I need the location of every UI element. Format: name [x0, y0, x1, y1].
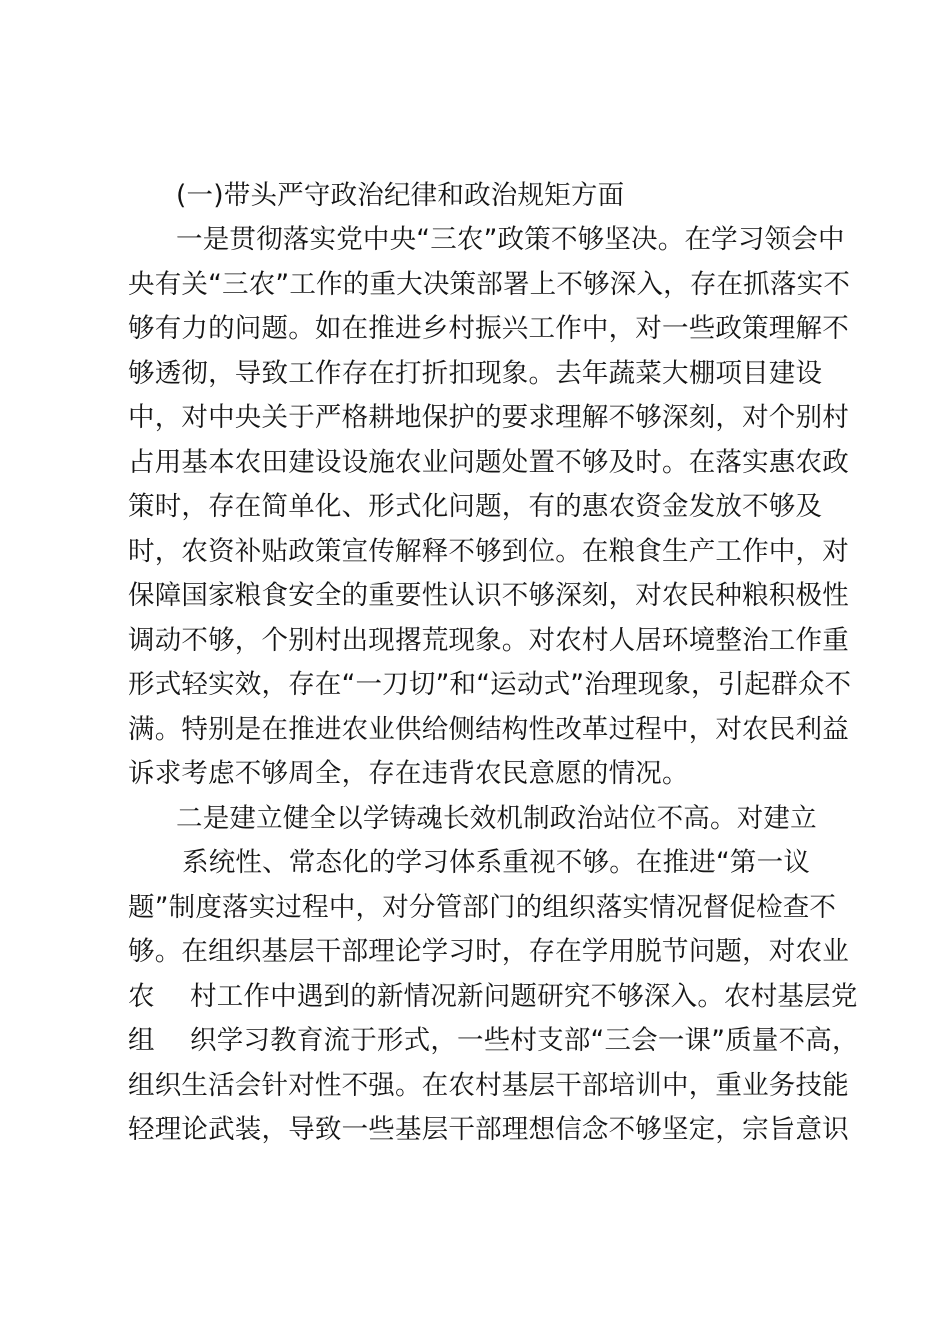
- text-line-4: 够透彻，导致工作存在打折扣现象。去年蔬菜大棚项目建设: [128, 358, 823, 389]
- text-line-10: 调动不够，个别村出现撂荒现象。对农村人居环境整治工作重: [128, 625, 849, 656]
- text-line-15: 系统性、常态化的学习体系重视不够。在推进“第一议: [182, 847, 811, 878]
- text-line-3: 够有力的问题。如在推进乡村振兴工作中，对一些政策理解不: [128, 313, 849, 344]
- text-line-7: 策时，存在简单化、形式化问题，有的惠农资金发放不够及: [128, 491, 823, 522]
- text-line-20: 组织生活会针对性不强。在农村基层干部培训中，重业务技能: [128, 1070, 849, 1101]
- text-line-18: 农 村工作中遇到的新情况新问题研究不够深入。农村基层党: [128, 981, 858, 1012]
- text-line-13: 诉求考虑不够周全，存在违背农民意愿的情况。: [128, 758, 689, 789]
- text-line-19: 组 织学习教育流于形式，一些村支部“三会一课”质量不高，: [128, 1025, 859, 1056]
- text-line-2: 央有关“三农”工作的重大决策部署上不够深入，存在抓落实不: [128, 269, 851, 300]
- text-line-11: 形式轻实效，存在“一刀切”和“运动式”治理现象，引起群众不: [128, 669, 852, 700]
- text-line-14: 二是建立健全以学铸魂长效机制政治站位不高。对建立: [176, 803, 817, 834]
- text-line-1: 一是贯彻落实党中央“三农”政策不够坚决。在学习领会中: [176, 224, 845, 255]
- text-line-12: 满。特别是在推进农业供给侧结构性改革过程中，对农民利益: [128, 714, 849, 745]
- text-line-16: 题”制度落实过程中，对分管部门的组织落实情况督促检查不: [128, 892, 837, 923]
- text-line-6: 占用基本农田建设设施农业问题处置不够及时。在落实惠农政: [128, 447, 849, 478]
- text-line-5: 中，对中央关于严格耕地保护的要求理解不够深刻，对个别村: [128, 402, 849, 433]
- text-line-8: 时，农资补贴政策宣传解释不够到位。在粮食生产工作中，对: [128, 536, 849, 567]
- text-line-9: 保障国家粮食安全的重要性认识不够深刻，对农民种粮积极性: [128, 580, 849, 611]
- section-heading: (一)带头严守政治纪律和政治规矩方面: [176, 180, 625, 211]
- text-line-17: 够。在组织基层干部理论学习时，存在学用脱节问题，对农业: [128, 936, 849, 967]
- text-line-21: 轻理论武装，导致一些基层干部理想信念不够坚定，宗旨意识: [128, 1114, 849, 1145]
